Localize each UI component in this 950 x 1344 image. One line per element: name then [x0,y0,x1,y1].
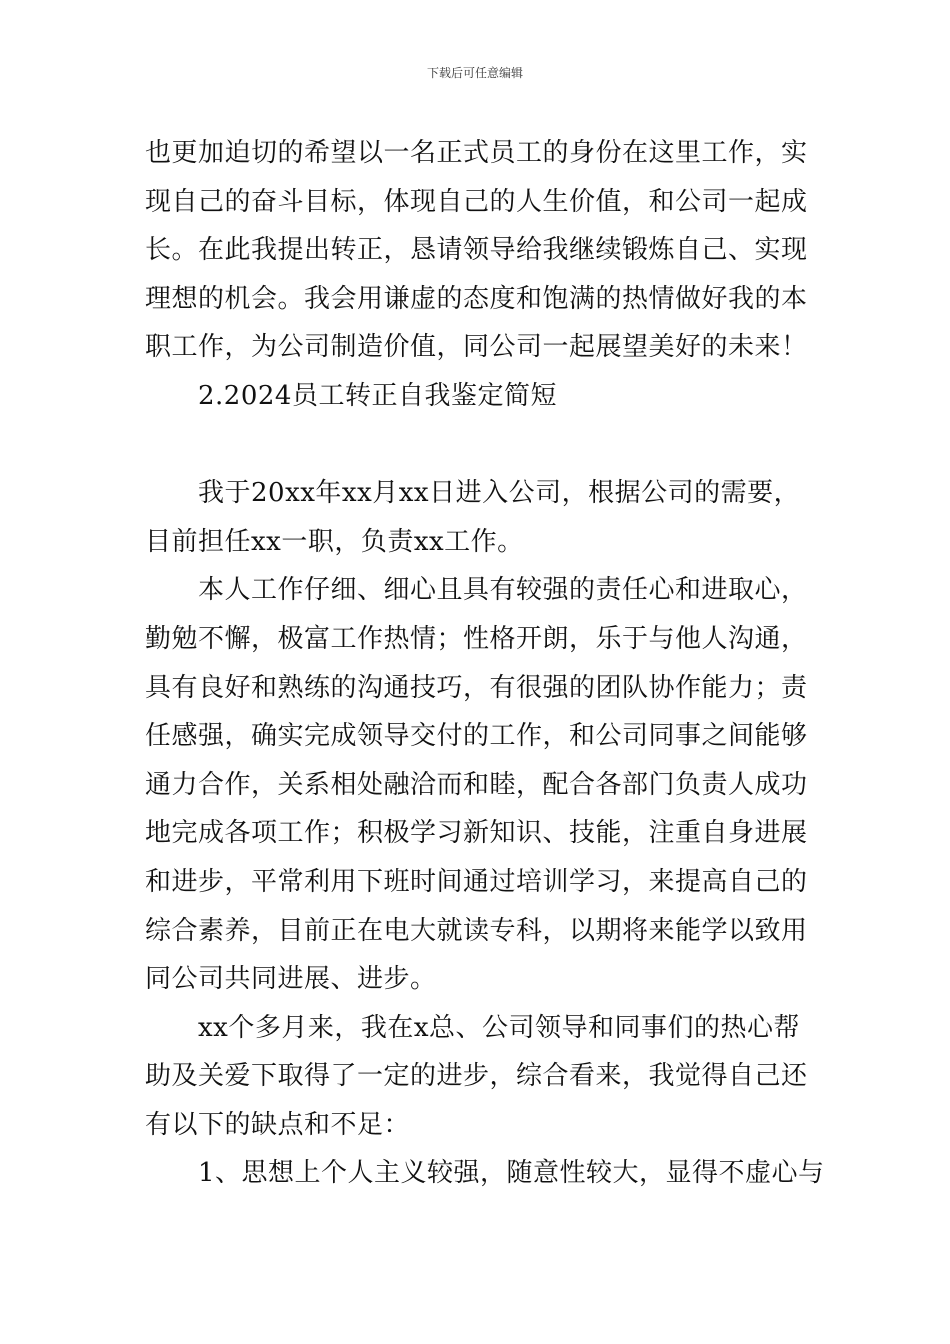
text-line: 我于20xx年xx月xx日进入公司，根据公司的需要， [198,478,801,509]
text-line: 助及关爱下取得了一定的进步，综合看来，我觉得自己还 [145,1061,808,1092]
text-line: 也更加迫切的希望以一名正式员工的身份在这里工作，实 [145,138,808,168]
section-heading: 2.2024员工转正自我鉴定简短 [198,380,557,411]
text-line: 同公司共同进展、进步。 [145,964,437,995]
text-line: 1、思想上个人主义较强，随意性较大，显得不虚心与 [198,1158,825,1189]
text-line: 和进步，平常利用下班时间通过培训学习，来提高自己的 [145,866,808,897]
text-line: 具有良好和熟练的沟通技巧，有很强的团队协作能力；责 [145,672,808,703]
text-line: 综合素养，目前正在电大就读专科，以期将来能学以致用 [145,915,808,946]
text-line: 通力合作，关系相处融洽而和睦，配合各部门负责人成功 [145,769,808,800]
text-line: 理想的机会。我会用谦虚的态度和饱满的热情做好我的本 [145,283,808,314]
text-line: 任感强，确实完成领导交付的工作，和公司同事之间能够 [145,721,808,752]
text-line: 地完成各项工作；积极学习新知识、技能，注重自身进展 [145,818,808,849]
text-line: 有以下的缺点和不足： [145,1109,411,1140]
text-line: 现自己的奋斗目标，体现自己的人生价值，和公司一起成 [145,186,808,217]
text-line: 长。在此我提出转正，恳请领导给我继续锻炼自己、实现 [145,235,808,266]
blank-line [145,421,810,470]
document-body [145,129,825,1198]
text-line: 勤勉不懈，极富工作热情；性格开朗，乐于与他人沟通， [145,623,808,654]
text-line: 职工作，为公司制造价值，同公司一起展望美好的未来！ [145,332,808,363]
text-line: 本人工作仔细、细心且具有较强的责任心和进取心， [198,575,808,606]
page-header: 下载后可任意编辑 [426,66,523,80]
text-line: xx个多月来，我在x总、公司领导和同事们的热心帮 [198,1012,800,1043]
text-line: 目前担任xx一职，负责xx工作。 [145,526,524,557]
